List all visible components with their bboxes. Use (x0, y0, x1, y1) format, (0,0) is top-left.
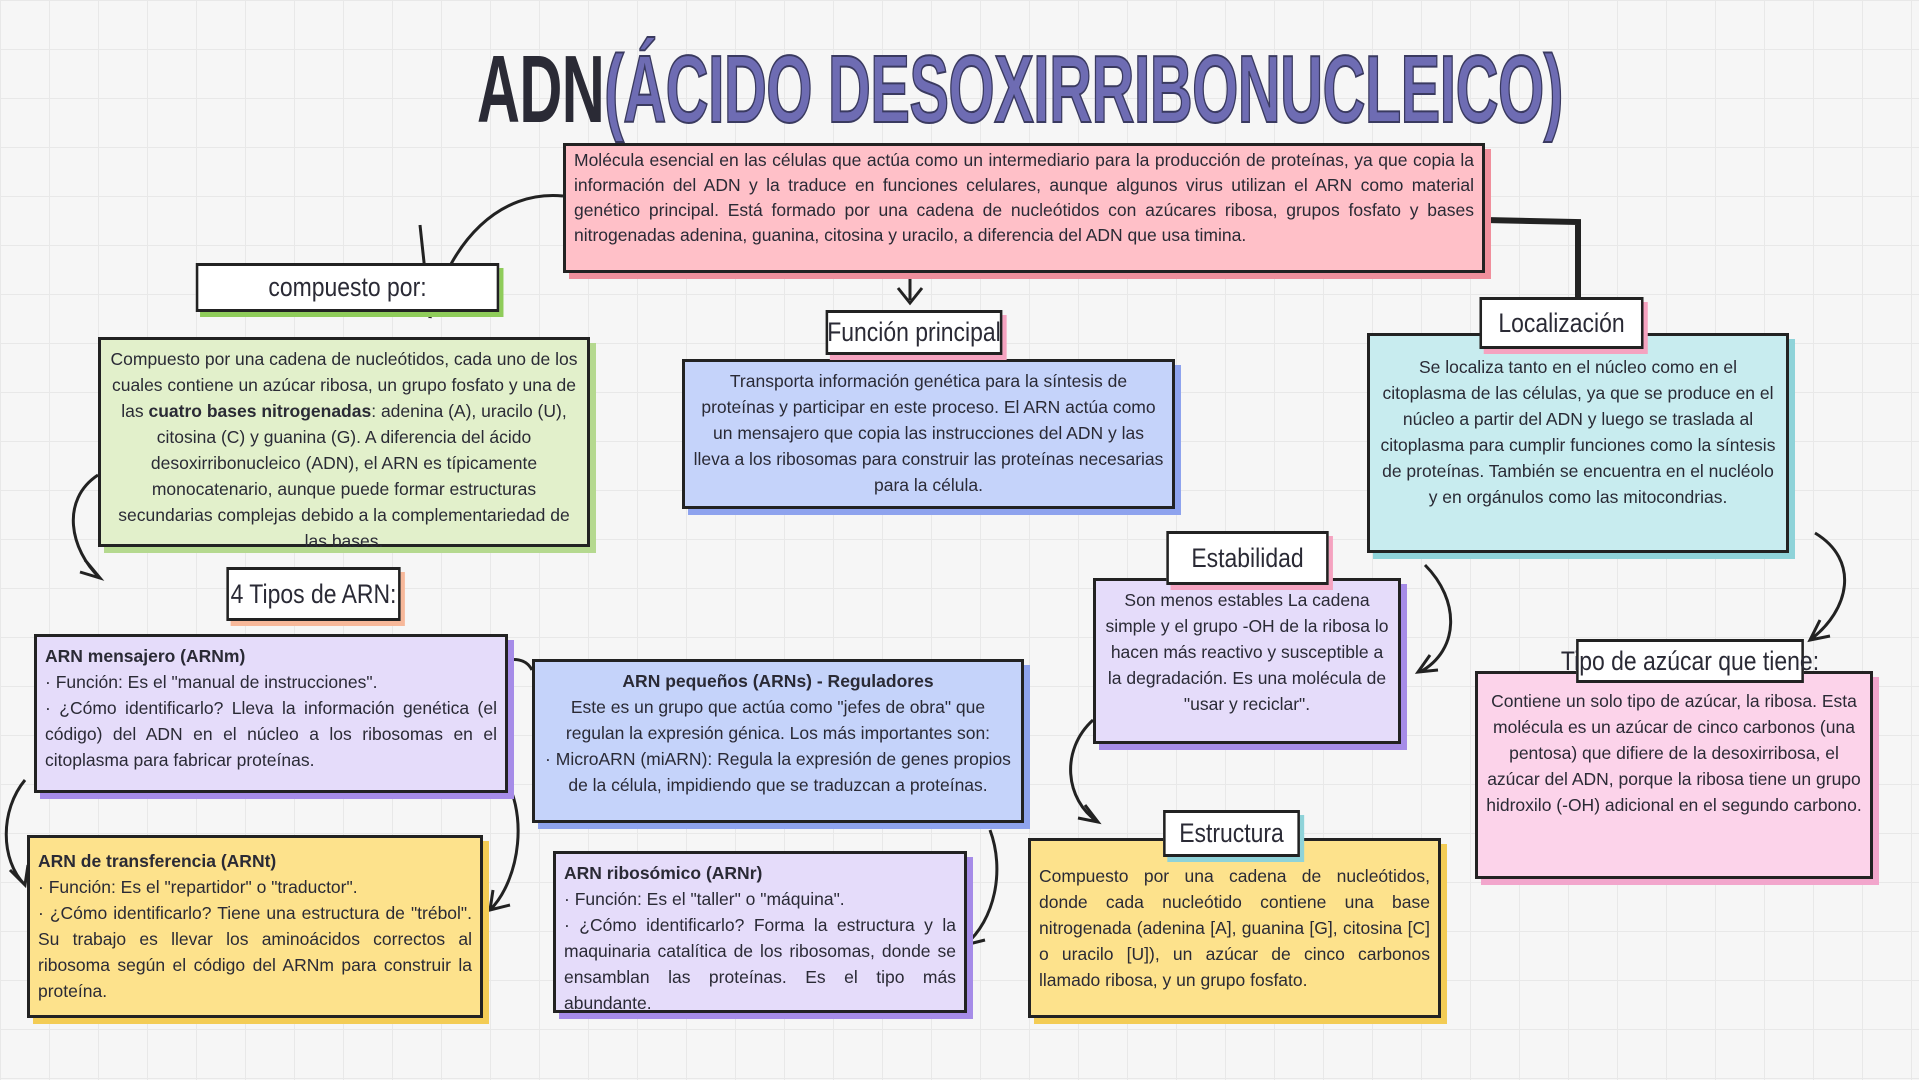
estructura-box: Compuesto por una cadena de nucleótidos, donde cada nucleótido contiene una base nitrogenada (adenina [A], guanina [G], citosina [C] o uracilo [U]), un azúcar de cinco carbonos llamado ribosa, y un grupo fosfato. (1028, 838, 1441, 1018)
intro-box: Molécula esencial en las células que actúa como un intermediario para la producción de proteínas, ya que copia la información del ADN y la traduce en funciones celulares, aunque algunos virus utilizan el ARN como material genético principal. Está formado por una cadena de nucleótidos con azúcares ribosa, grupos fosfato y bases nitrogenadas adenina, guanina, citosina y uracilo, a diferencia del ADN que usa timina. (563, 143, 1485, 273)
funcion-box: Transporta información genética para la síntesis de proteínas y participar en este proceso. El ARN actúa como un mensajero que copia las instrucciones del ADN y las lleva a los ribosomas para construir las proteínas necesarias para la célula. (682, 359, 1175, 509)
page-title: ADN(ÁCIDO DESOXIRRIBONUCLEICO) (477, 36, 1563, 143)
compuesto-box: Compuesto por una cadena de nucleótidos, cada uno de los cuales contiene un azúcar ribosa, un grupo fosfato y una de las cuatro bases nitrogenadas: adenina (A), uracilo (U), citosina (C) y guanina (G). A diferencia del ácido desoxirribonucleico (ADN), el ARN es típicamente monocatenario, aunque puede formar estructuras secundarias complejas debido a la complementariedad de las bases. (98, 337, 590, 547)
arns-box: ARN pequeños (ARNs) - Reguladores Este es un grupo que actúa como "jefes de obra" que regulan la expresión génica. Los más importantes son: · MicroARN (miARN): Regula la expresión de genes propios de la célula, impidiendo que se traduzcan a proteínas. (532, 659, 1024, 823)
arnm-box: ARN mensajero (ARNm) · Función: Es el "manual de instrucciones". · ¿Cómo identificarlo? Lleva la información genética (el código) del ADN en el núcleo a los ribosomas en el citoplasma para fabricar proteínas. (34, 634, 508, 793)
localizacion-box: Se localiza tanto en el núcleo como en el citoplasma de las células, ya que se produce en el núcleo a partir del ADN y luego se traslada al citoplasma para cumplir funciones como la síntesis de proteínas. También se encuentra en el nucléolo y en orgánulos como las mitocondrias. (1367, 333, 1789, 553)
funcion-label: Función principal (826, 310, 1003, 355)
compuesto-label: compuesto por: (196, 263, 499, 312)
tipos-label: 4 Tipos de ARN: (226, 567, 400, 621)
localizacion-label: Localización (1479, 297, 1643, 349)
estabilidad-label: Estabilidad (1166, 531, 1328, 585)
arnr-box: ARN ribosómico (ARNr) · Función: Es el "taller" o "máquina". · ¿Cómo identificarlo? Forma la estructura y la maquinaria catalítica de los ribosomas, donde se ensamblan las proteínas. Es el tipo más abundante. (553, 851, 967, 1013)
azucar-label: Tipo de azúcar que tiene: (1576, 639, 1804, 683)
estabilidad-box: Son menos estables La cadena simple y el grupo -OH de la ribosa lo hacen más reactivo y susceptible a la degradación. Es una molécula de "usar y reciclar". (1093, 578, 1401, 744)
azucar-box: Contiene un solo tipo de azúcar, la ribosa. Esta molécula es un azúcar de cinco carbonos (una pentosa) que difiere de la desoxirribosa, el azúcar del ADN, porque la ribosa tiene un grupo hidroxilo (-OH) adicional en el segundo carbono. (1475, 671, 1873, 879)
estructura-label: Estructura (1163, 810, 1300, 857)
arnt-box: ARN de transferencia (ARNt) · Función: Es el "repartidor" o "traductor". · ¿Cómo identificarlo? Tiene una estructura de "trébol". Su trabajo es llevar los aminoácidos correctos al ribosoma según el código del ARNm para construir la proteína. (27, 835, 483, 1018)
